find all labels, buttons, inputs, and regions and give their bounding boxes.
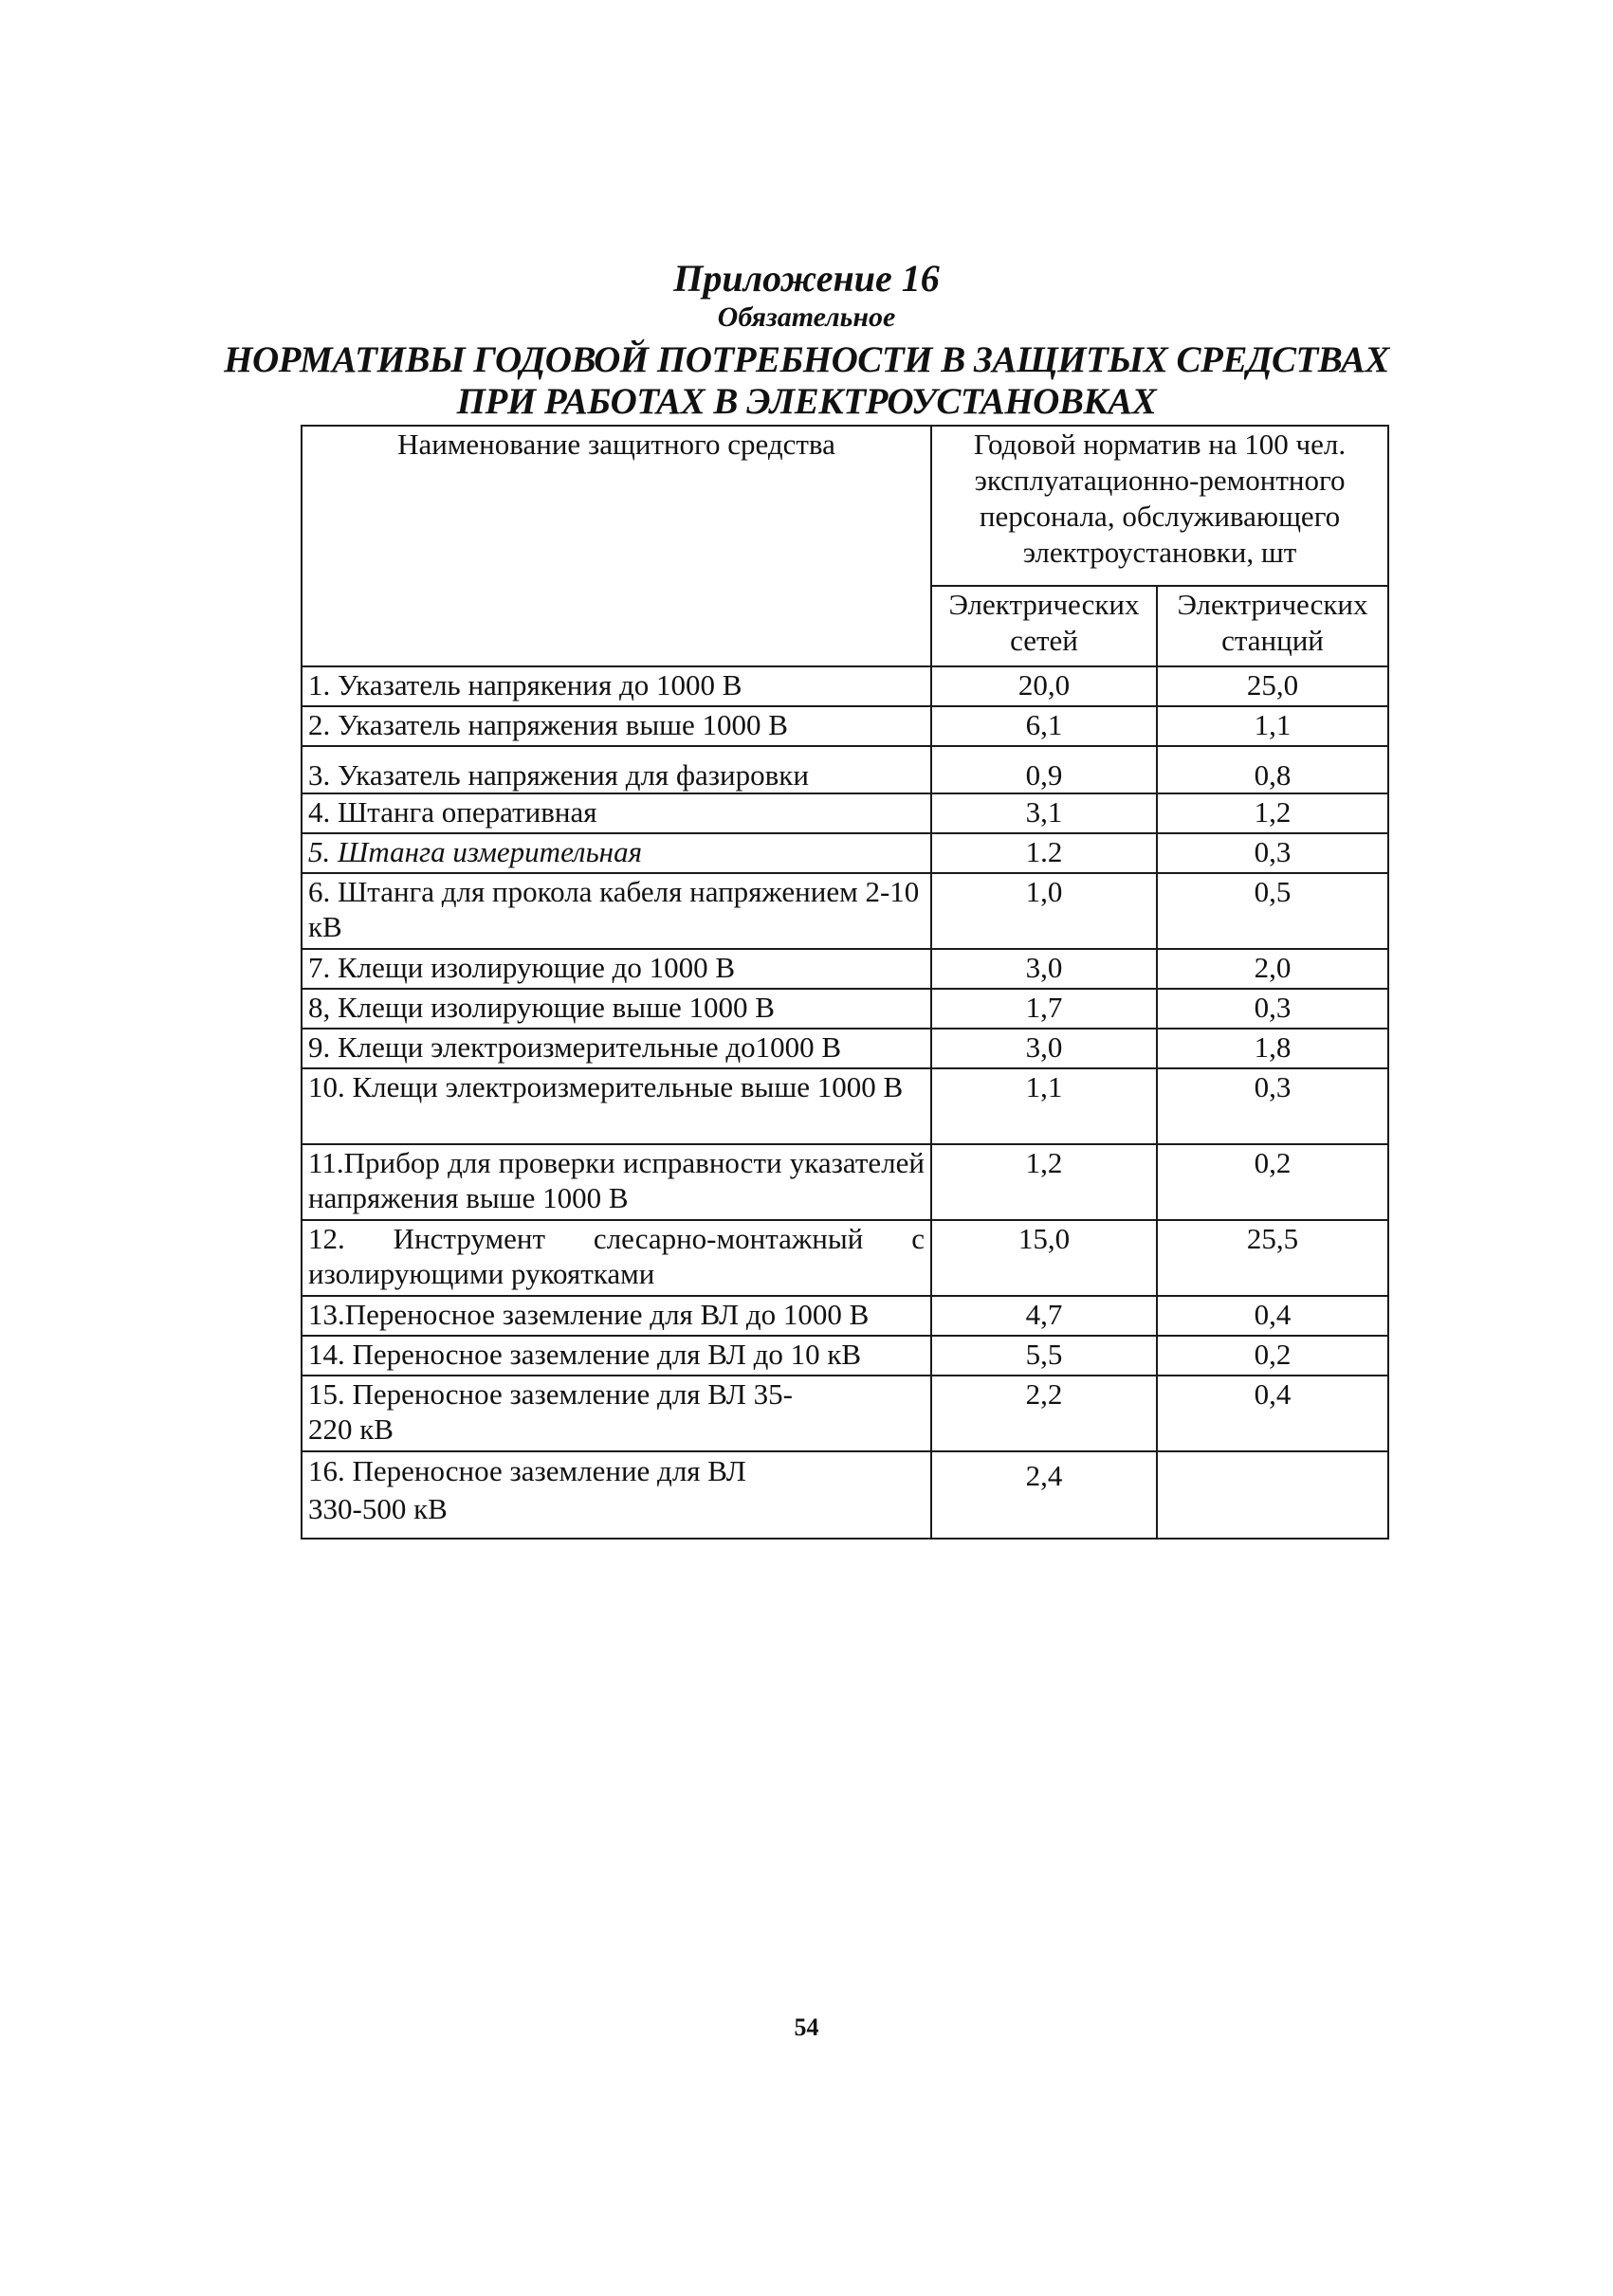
row-name: 1. Указатель напрякения до 1000 В — [302, 666, 931, 706]
row-networks-value: 4,7 — [931, 1296, 1157, 1336]
title-line-2: ПРИ РАБОТАХ В ЭЛЕКТРОУСТАНОВКАХ — [456, 381, 1157, 422]
table-row — [302, 989, 1388, 1029]
table-row — [302, 1144, 1388, 1220]
row-networks-value: 20,0 — [931, 666, 1157, 706]
row-stations-value: 0,2 — [1157, 1144, 1388, 1220]
table-row — [302, 873, 1388, 949]
table-row — [302, 793, 1388, 833]
row-name: 10. Клещи электроизмерительные выше 1000 В — [302, 1068, 931, 1144]
row-networks-value: 15,0 — [931, 1220, 1157, 1296]
table-row — [302, 833, 1388, 873]
row-networks-value: 1,2 — [931, 1144, 1157, 1220]
row-stations-value: 0,3 — [1157, 1068, 1388, 1144]
row-name: 8, Клещи изолирующие выше 1000 В — [302, 989, 931, 1029]
table-row — [302, 1376, 1388, 1451]
row-name: 6. Штанга для прокола кабеля напряжением 2-10 кВ — [302, 873, 931, 949]
column-header-norm: Годовой норматив на 100 чел. эксплуатационно-ремонтного персонала, обслуживающего электроустановки, шт — [931, 426, 1388, 586]
row-networks-value: 1,7 — [931, 989, 1157, 1029]
row-stations-value: 0,4 — [1157, 1376, 1388, 1451]
row-stations-value: 0,2 — [1157, 1336, 1388, 1376]
row-stations-value: 2,0 — [1157, 949, 1388, 989]
row-networks-value: 1,1 — [931, 1068, 1157, 1144]
row-networks-value: 2,2 — [931, 1376, 1157, 1451]
row-stations-value: 0,3 — [1157, 833, 1388, 873]
table-row — [302, 1296, 1388, 1336]
row-name: 2. Указатель напряжения выше 1000 В — [302, 706, 931, 746]
row-networks-value: 3,1 — [931, 793, 1157, 833]
row-stations-value: 25,5 — [1157, 1220, 1388, 1296]
table-row — [302, 666, 1388, 706]
row-name-text: 16. Переносное заземление для ВЛ 330-500 кВ — [308, 1454, 746, 1525]
page-number: 54 — [794, 2014, 819, 2041]
row-networks-value: 3,0 — [931, 1029, 1157, 1068]
row-name: 12. Инструмент слесарно-монтажный с изолирующими рукоятками — [302, 1220, 931, 1296]
row-stations-value: 25,0 — [1157, 666, 1388, 706]
subheader-networks: Электрических сетей — [931, 586, 1157, 666]
table-row — [302, 1336, 1388, 1376]
status-label: Обязательное — [717, 301, 896, 333]
row-name: 5. Штанга измерительная — [302, 833, 931, 873]
row-name: 9. Клещи электроизмерительные до1000 В — [302, 1029, 931, 1068]
subheader-stations: Электрических станций — [1157, 586, 1388, 666]
appendix-label: Приложение 16 — [673, 257, 940, 300]
row-stations-value: 0,4 — [1157, 1296, 1388, 1336]
table-row — [302, 1220, 1388, 1296]
row-stations-value: 0,8 — [1157, 746, 1388, 793]
row-name: 7. Клещи изолирующие до 1000 В — [302, 949, 931, 989]
row-networks-value: 6,1 — [931, 706, 1157, 746]
row-name — [302, 1451, 931, 1539]
row-networks-value: 1.2 — [931, 833, 1157, 873]
row-stations-value: 1,2 — [1157, 793, 1388, 833]
row-stations-value: 0,5 — [1157, 873, 1388, 949]
row-networks-value: 2,4 — [931, 1451, 1157, 1539]
table-row — [302, 949, 1388, 989]
row-stations-value: 0,3 — [1157, 989, 1388, 1029]
column-header-name: Наименование защитного средства — [302, 426, 931, 666]
row-networks-value: 5,5 — [931, 1336, 1157, 1376]
table-row — [302, 746, 1388, 793]
row-stations-value: 1,8 — [1157, 1029, 1388, 1068]
norms-table — [301, 425, 1389, 1540]
row-name-text: 15. Переносное заземление для ВЛ 35-220 кВ — [308, 1377, 793, 1446]
document-title — [0, 339, 1613, 423]
title-line-1: НОРМАТИВЫ ГОДОВОЙ ПОТРЕБНОСТИ В ЗАЩИТЫХ СРЕДСТВАХ — [224, 339, 1389, 380]
row-name: 14. Переносное заземление для ВЛ до 10 кВ — [302, 1336, 931, 1376]
row-name: 11.Прибор для проверки исправности указателей напряжения выше 1000 В — [302, 1144, 931, 1220]
row-stations-value: 1,1 — [1157, 706, 1388, 746]
row-stations-value — [1157, 1451, 1388, 1539]
row-name: 13.Переносное заземление для ВЛ до 1000 В — [302, 1296, 931, 1336]
row-name: 3. Указатель напряжения для фазировки — [302, 746, 931, 793]
row-networks-value: 1,0 — [931, 873, 1157, 949]
table-row — [302, 1451, 1388, 1539]
row-name — [302, 1376, 931, 1451]
table-row — [302, 706, 1388, 746]
table-row — [302, 1068, 1388, 1144]
row-networks-value: 3,0 — [931, 949, 1157, 989]
row-networks-value: 0,9 — [931, 746, 1157, 793]
row-name: 4. Штанга оперативная — [302, 793, 931, 833]
table-row — [302, 1029, 1388, 1068]
